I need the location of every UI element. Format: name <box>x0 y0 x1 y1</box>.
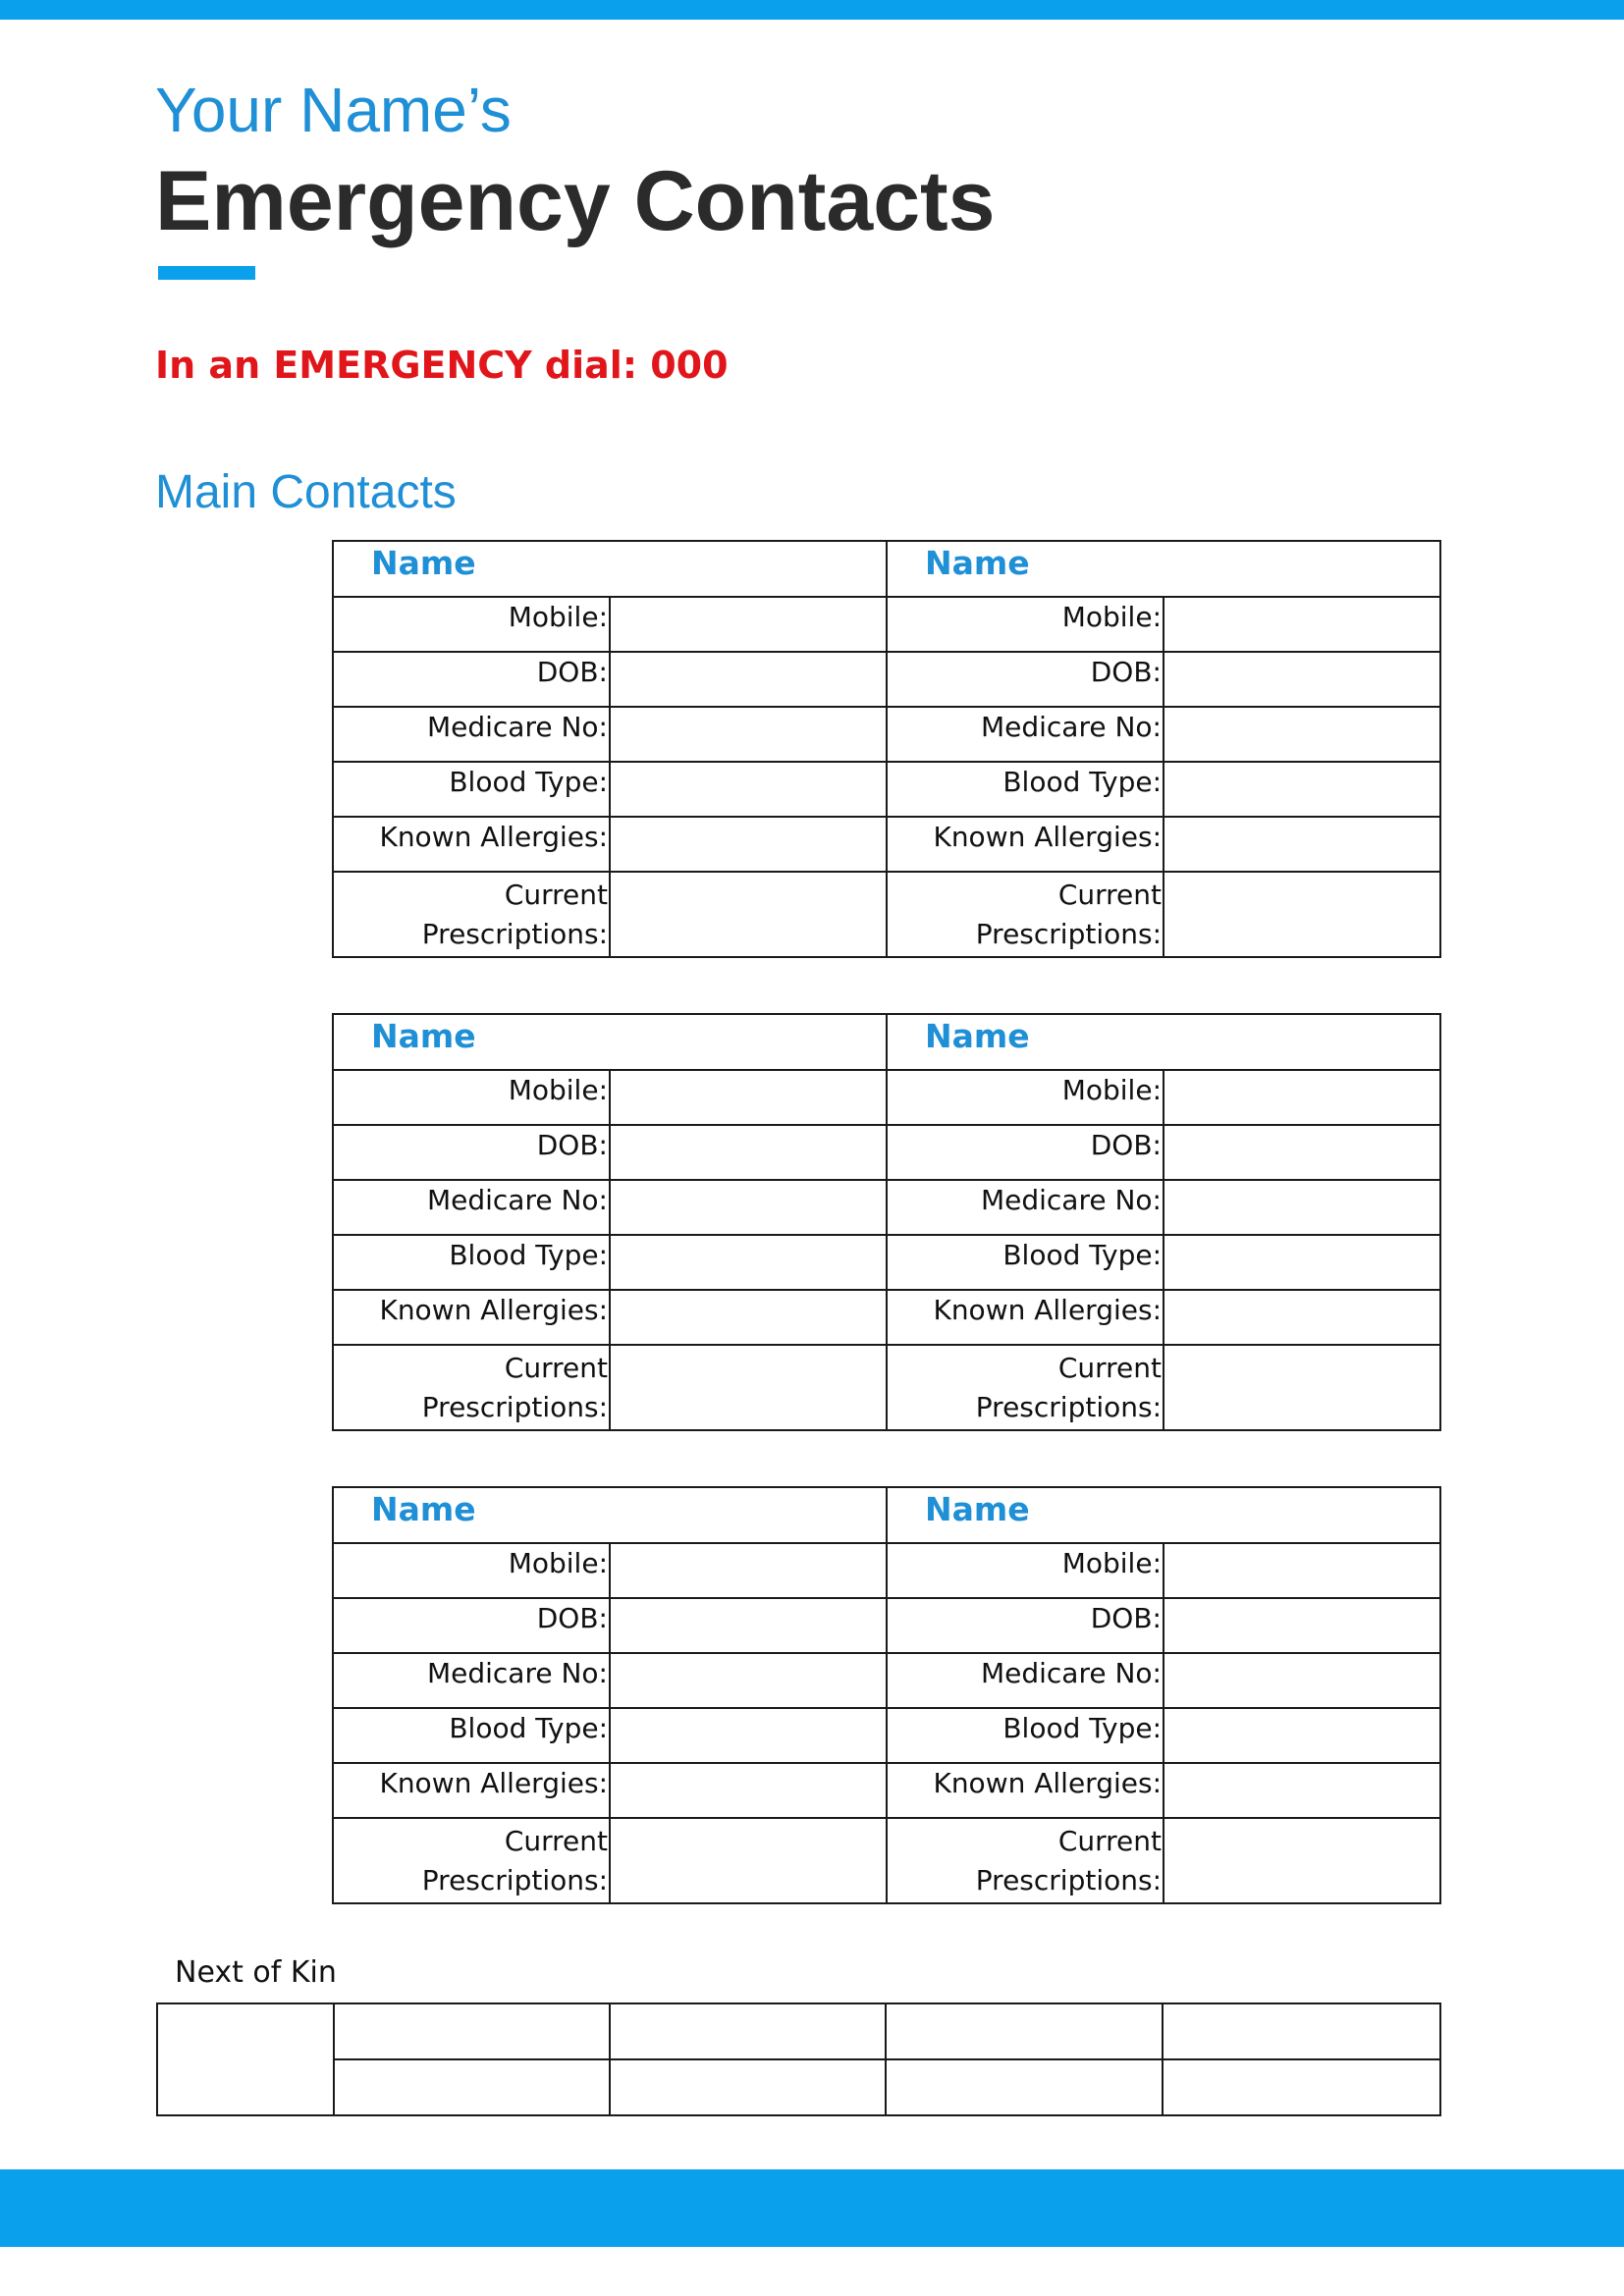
medicare-label: Medicare No: <box>887 707 1164 762</box>
main-contacts-heading: Main Contacts <box>155 466 457 518</box>
prescriptions-label-line1: Current <box>504 1351 608 1384</box>
dob-field[interactable] <box>1164 1598 1440 1653</box>
allergies-label: Known Allergies: <box>887 1290 1164 1345</box>
blood-type-field[interactable] <box>1164 1708 1440 1763</box>
dob-field[interactable] <box>610 1125 887 1180</box>
dob-label: DOB: <box>333 1125 610 1180</box>
blood-type-label: Blood Type: <box>887 1708 1164 1763</box>
contact-name-field[interactable] <box>333 1487 887 1543</box>
dob-label: DOB: <box>887 652 1164 707</box>
dob-field[interactable] <box>1164 652 1440 707</box>
next-of-kin-field[interactable] <box>610 2003 886 2059</box>
prescriptions-label <box>887 872 1164 957</box>
contact-name-field[interactable] <box>887 1014 1440 1070</box>
mobile-label: Mobile: <box>887 1543 1164 1598</box>
medicare-field[interactable] <box>1164 1653 1440 1708</box>
prescriptions-label-line1: Current <box>1057 878 1162 911</box>
next-of-kin-field[interactable] <box>886 2003 1163 2059</box>
allergies-label: Known Allergies: <box>887 817 1164 872</box>
contact-group-2 <box>332 1013 1441 1431</box>
name-label: Name <box>925 1490 1030 1528</box>
contact-name-field[interactable] <box>333 1014 887 1070</box>
dob-field[interactable] <box>1164 1125 1440 1180</box>
medicare-label: Medicare No: <box>333 1180 610 1235</box>
next-of-kin-field[interactable] <box>1163 2059 1440 2115</box>
allergies-label: Known Allergies: <box>887 1763 1164 1818</box>
allergies-label: Known Allergies: <box>333 1763 610 1818</box>
emergency-notice: In an EMERGENCY dial: 000 <box>155 344 729 387</box>
mobile-label: Mobile: <box>333 1543 610 1598</box>
blood-type-label: Blood Type: <box>887 1235 1164 1290</box>
allergies-field[interactable] <box>610 817 887 872</box>
allergies-label: Known Allergies: <box>333 1290 610 1345</box>
prescriptions-label-line1: Current <box>1057 1824 1162 1857</box>
blood-type-label: Blood Type: <box>333 1708 610 1763</box>
mobile-label: Mobile: <box>333 597 610 652</box>
blood-type-label: Blood Type: <box>887 762 1164 817</box>
prescriptions-label-line1: Current <box>504 878 608 911</box>
dob-label: DOB: <box>333 1598 610 1653</box>
blood-type-label: Blood Type: <box>333 762 610 817</box>
prescriptions-label-line1: Current <box>504 1824 608 1857</box>
contact-name-field[interactable] <box>887 1487 1440 1543</box>
allergies-label: Known Allergies: <box>333 817 610 872</box>
prescriptions-field[interactable] <box>610 872 887 957</box>
prescriptions-label <box>333 872 610 957</box>
next-of-kin-field[interactable] <box>610 2059 886 2115</box>
contact-group-1 <box>332 540 1441 958</box>
prescriptions-label-line2: Prescriptions: <box>421 1863 608 1896</box>
page-title: Emergency Contacts <box>155 154 996 248</box>
prescriptions-label-line2: Prescriptions: <box>975 917 1162 950</box>
medicare-label: Medicare No: <box>887 1653 1164 1708</box>
blood-type-field[interactable] <box>610 1235 887 1290</box>
medicare-field[interactable] <box>1164 707 1440 762</box>
name-label: Name <box>925 1017 1030 1055</box>
next-of-kin-name-cell[interactable] <box>157 2003 334 2115</box>
medicare-field[interactable] <box>610 1180 887 1235</box>
next-of-kin-label: Next of Kin <box>175 1955 337 1990</box>
medicare-label: Medicare No: <box>887 1180 1164 1235</box>
prescriptions-field[interactable] <box>610 1345 887 1430</box>
dob-label: DOB: <box>333 652 610 707</box>
prescriptions-label-line1: Current <box>1057 1351 1162 1384</box>
prescriptions-label-line2: Prescriptions: <box>975 1863 1162 1896</box>
name-label: Name <box>925 544 1030 582</box>
blood-type-field[interactable] <box>610 762 887 817</box>
mobile-field[interactable] <box>610 1070 887 1125</box>
bottom-accent-bar <box>0 2169 1624 2247</box>
page-title-owner: Your Name’s <box>155 75 512 145</box>
medicare-label: Medicare No: <box>333 1653 610 1708</box>
prescriptions-label-line2: Prescriptions: <box>421 1390 608 1423</box>
prescriptions-label <box>333 1345 610 1430</box>
title-underline <box>158 266 255 280</box>
prescriptions-label-line2: Prescriptions: <box>975 1390 1162 1423</box>
prescriptions-label <box>887 1818 1164 1903</box>
medicare-field[interactable] <box>1164 1180 1440 1235</box>
next-of-kin-field[interactable] <box>1163 2003 1440 2059</box>
mobile-label: Mobile: <box>887 597 1164 652</box>
blood-type-field[interactable] <box>1164 762 1440 817</box>
blood-type-label: Blood Type: <box>333 1235 610 1290</box>
name-label: Name <box>371 544 476 582</box>
name-label: Name <box>371 1017 476 1055</box>
mobile-field[interactable] <box>1164 1543 1440 1598</box>
next-of-kin-field[interactable] <box>334 2003 610 2059</box>
dob-label: DOB: <box>887 1598 1164 1653</box>
mobile-field[interactable] <box>610 597 887 652</box>
next-of-kin-field[interactable] <box>334 2059 610 2115</box>
prescriptions-label <box>887 1345 1164 1430</box>
prescriptions-label <box>333 1818 610 1903</box>
name-label: Name <box>371 1490 476 1528</box>
mobile-field[interactable] <box>1164 597 1440 652</box>
mobile-field[interactable] <box>1164 1070 1440 1125</box>
top-accent-bar <box>0 0 1624 20</box>
prescriptions-field[interactable] <box>1164 1818 1440 1903</box>
prescriptions-field[interactable] <box>610 1818 887 1903</box>
mobile-field[interactable] <box>610 1543 887 1598</box>
dob-field[interactable] <box>610 652 887 707</box>
allergies-field[interactable] <box>1164 817 1440 872</box>
allergies-field[interactable] <box>1164 1763 1440 1818</box>
next-of-kin-table <box>156 2002 1441 2116</box>
medicare-field[interactable] <box>610 707 887 762</box>
contact-name-field[interactable] <box>333 541 887 597</box>
medicare-label: Medicare No: <box>333 707 610 762</box>
blood-type-field[interactable] <box>610 1708 887 1763</box>
dob-field[interactable] <box>610 1598 887 1653</box>
medicare-field[interactable] <box>610 1653 887 1708</box>
prescriptions-field[interactable] <box>1164 1345 1440 1430</box>
allergies-field[interactable] <box>610 1763 887 1818</box>
contact-name-field[interactable] <box>887 541 1440 597</box>
mobile-label: Mobile: <box>887 1070 1164 1125</box>
blood-type-field[interactable] <box>1164 1235 1440 1290</box>
allergies-field[interactable] <box>1164 1290 1440 1345</box>
prescriptions-label-line2: Prescriptions: <box>421 917 608 950</box>
allergies-field[interactable] <box>610 1290 887 1345</box>
next-of-kin-field[interactable] <box>886 2059 1163 2115</box>
contact-group-3 <box>332 1486 1441 1904</box>
prescriptions-field[interactable] <box>1164 872 1440 957</box>
mobile-label: Mobile: <box>333 1070 610 1125</box>
dob-label: DOB: <box>887 1125 1164 1180</box>
